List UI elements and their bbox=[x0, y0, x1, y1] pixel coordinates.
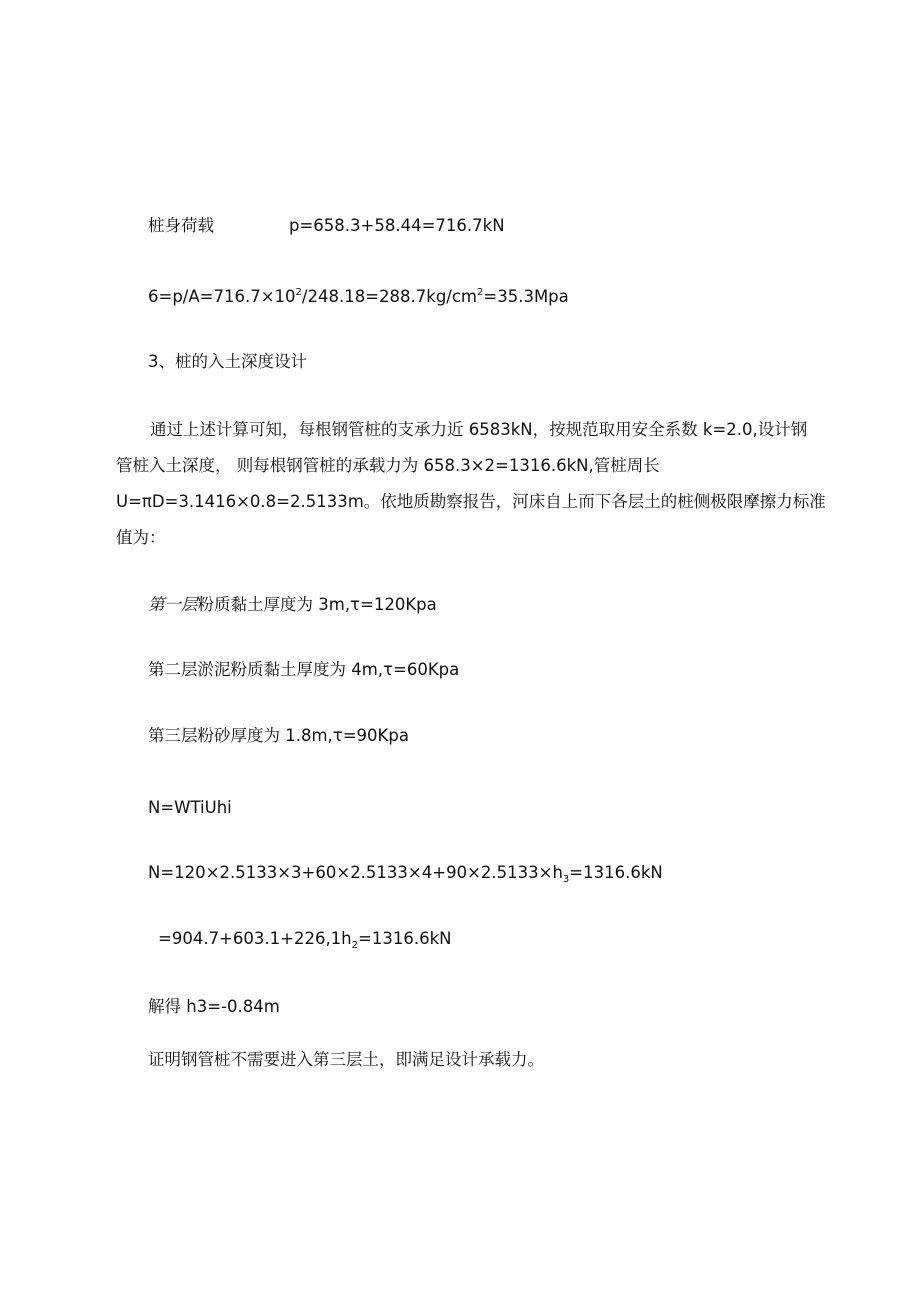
paragraph-line-2: 管桩入土深度， 则每根钢管桩的承载力为 658.3×2=1316.6kN,管桩周长 bbox=[116, 456, 660, 475]
stress-formula-part3: =35.3Mpa bbox=[483, 287, 569, 306]
pile-load-label: 桩身荷载 bbox=[148, 216, 214, 235]
section-heading: 3、桩的入土深度设计 bbox=[148, 352, 307, 371]
equation-sum-part1: =904.7+603.1+226,1h bbox=[158, 929, 352, 948]
pile-load-line bbox=[148, 215, 505, 237]
pile-load-formula: p=658.3+58.44=716.7kN bbox=[289, 216, 505, 235]
equation-long-part1: N=120×2.5133×3+60×2.5133×4+90×2.5133×h bbox=[148, 863, 563, 882]
solution-line: 解得 h3=-0.84m bbox=[148, 997, 280, 1016]
paragraph-line-1: 通过上述计算可知，每根钢管桩的支承力近 6583kN，按规范取用安全系数 k=2.0,设计钢 bbox=[150, 420, 808, 439]
stress-exponent-1: 2 bbox=[295, 287, 302, 298]
stress-formula-line bbox=[148, 286, 569, 308]
conclusion-line: 证明钢管桩不需要进入第三层土，即满足设计承载力。 bbox=[148, 1050, 544, 1069]
equation-sum-part2: =1316.6kN bbox=[358, 929, 452, 948]
equation-sum bbox=[158, 928, 452, 950]
paragraph-line-3: U=πD=3.1416×0.8=2.5133m。依地质勘察报告，河床自上而下各层土的桩侧极限摩擦力标准 bbox=[116, 492, 826, 511]
soil-layer-1 bbox=[148, 594, 437, 616]
equation-long-part2: =1316.6kN bbox=[569, 863, 663, 882]
soil-layer-3: 第三层粉砂厚度为 1.8m,τ=90Kpa bbox=[148, 726, 409, 745]
equation-long bbox=[148, 862, 663, 884]
equation-long-subscript: 3 bbox=[562, 874, 570, 885]
stress-formula-part1: 6=p/A=716.7×10 bbox=[148, 287, 296, 306]
stress-exponent-2: 2 bbox=[477, 287, 484, 298]
soil-layer-2: 第二层淤泥粉质黏土厚度为 4m,τ=60Kpa bbox=[148, 660, 460, 679]
stress-formula-part2: /248.18=288.7kg/cm bbox=[301, 287, 477, 306]
paragraph-line-4: 值为： bbox=[116, 528, 166, 547]
equation-n: N=WTiUhi bbox=[148, 798, 232, 817]
equation-sum-subscript: 2 bbox=[351, 940, 359, 951]
soil-layer-1-detail: 粉质黏土厚度为 3m,τ=120Kpa bbox=[197, 595, 437, 614]
soil-layer-1-label: 第一层 bbox=[148, 595, 198, 614]
